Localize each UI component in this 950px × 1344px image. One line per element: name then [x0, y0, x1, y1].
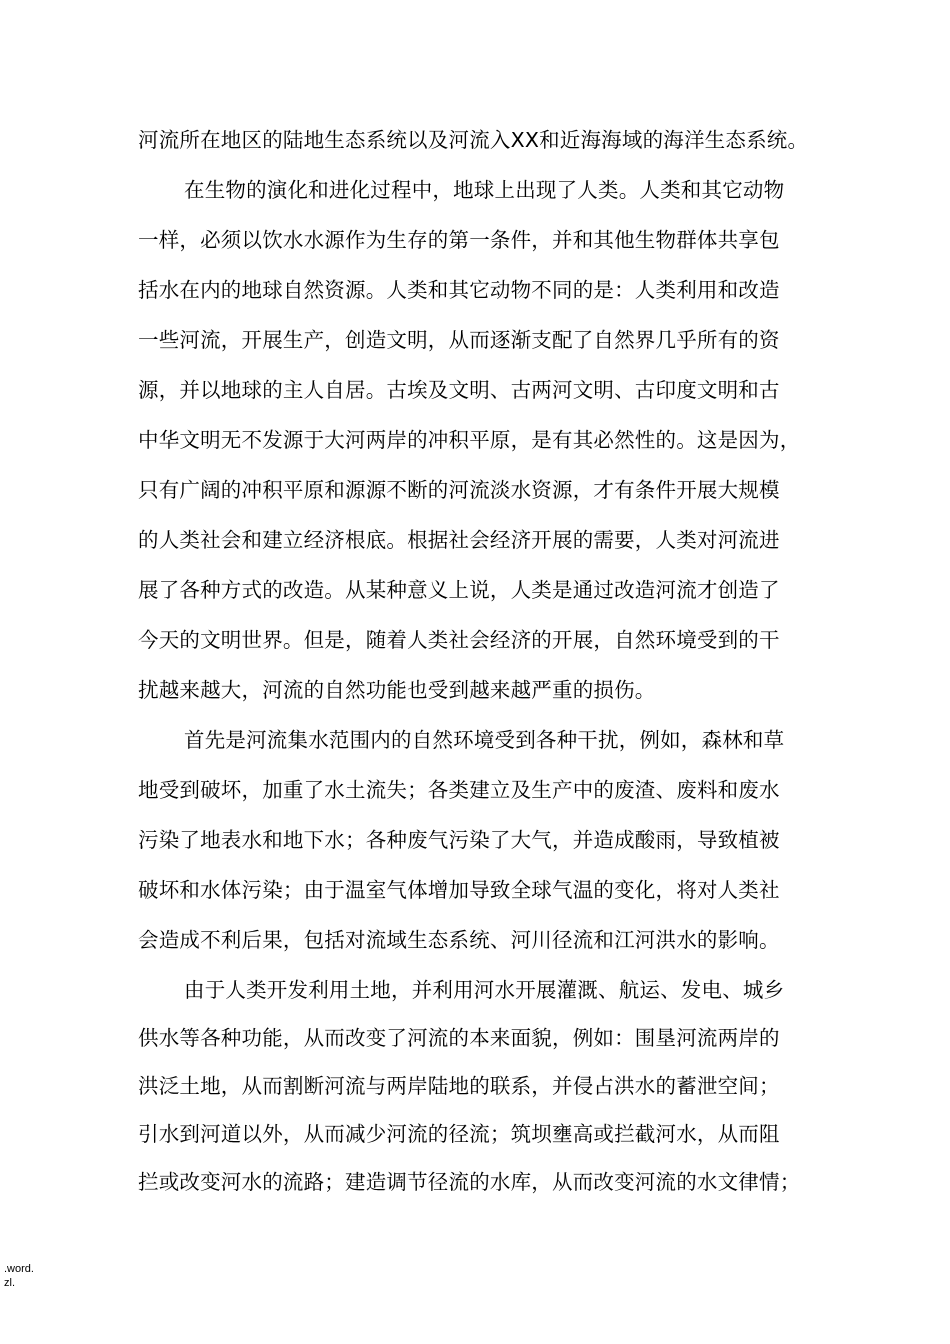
paragraph-start-line: 由于人类开发利用土地，并利用河水开展灌溉、航运、发电、城乡: [184, 978, 785, 1002]
text-line: 括水在内的地球自然资源。人类和其它动物不同的是：人类利用和改造: [138, 278, 780, 302]
footer-text: zl.: [4, 1277, 15, 1289]
text-line: 今天的文明世界。但是，随着人类社会经济的开展，自然环境受到的干: [138, 628, 780, 652]
text-line: 展了各种方式的改造。从某种意义上说，人类是通过改造河流才创造了: [138, 578, 780, 602]
footer-text: .word.: [4, 1263, 34, 1275]
text-line: 一些河流，开展生产，创造文明，从而逐渐支配了自然界几乎所有的资: [138, 328, 780, 352]
text-line: 引水到河道以外，从而减少河流的径流；筑坝壅高或拦截河水，从而阻: [138, 1122, 780, 1146]
text-line: 会造成不利后果，包括对流域生态系统、河川径流和江河洪水的影响。: [138, 928, 780, 952]
text-line: 供水等各种功能，从而改变了河流的本来面貌，例如：围垦河流两岸的: [138, 1026, 780, 1050]
text-line: 的人类社会和建立经济根底。根据社会经济开展的需要，人类对河流进: [138, 528, 780, 552]
text-line: 污染了地表水和地下水；各种废气污染了大气，并造成酸雨，导致植被: [138, 828, 780, 852]
text-line: 只有广阔的冲积平原和源源不断的河流淡水资源，才有条件开展大规模: [138, 478, 780, 502]
text-line: 洪泛土地，从而割断河流与两岸陆地的联系，并侵占洪水的蓄泄空间；: [138, 1074, 780, 1098]
text-line: 拦或改变河水的流路；建造调节径流的水库，从而改变河流的水文律情；: [138, 1170, 801, 1194]
text-line: 中华文明无不发源于大河两岸的冲积平原，是有其必然性的。这是因为，: [138, 428, 801, 452]
paragraph-start-line: 首先是河流集水范围内的自然环境受到各种干扰，例如，森林和草: [184, 728, 785, 752]
text-line: 源，并以地球的主人自居。古埃及文明、古两河文明、古印度文明和古: [138, 378, 780, 402]
text-line: 破坏和水体污染；由于温室气体增加导致全球气温的变化，将对人类社: [138, 878, 780, 902]
text-line: 地受到破坏，加重了水土流失；各类建立及生产中的废渣、废料和废水: [138, 778, 780, 802]
paragraph-start-line: 在生物的演化和进化过程中，地球上出现了人类。人类和其它动物: [184, 178, 785, 202]
text-line: 扰越来越大，河流的自然功能也受到越来越严重的损伤。: [138, 678, 656, 702]
text-line: 河流所在地区的陆地生态系统以及河流入XX和近海海域的海洋生态系统。: [138, 128, 809, 152]
text-line: 一样，必须以饮水水源作为生存的第一条件，并和其他生物群体共享包: [138, 228, 780, 252]
